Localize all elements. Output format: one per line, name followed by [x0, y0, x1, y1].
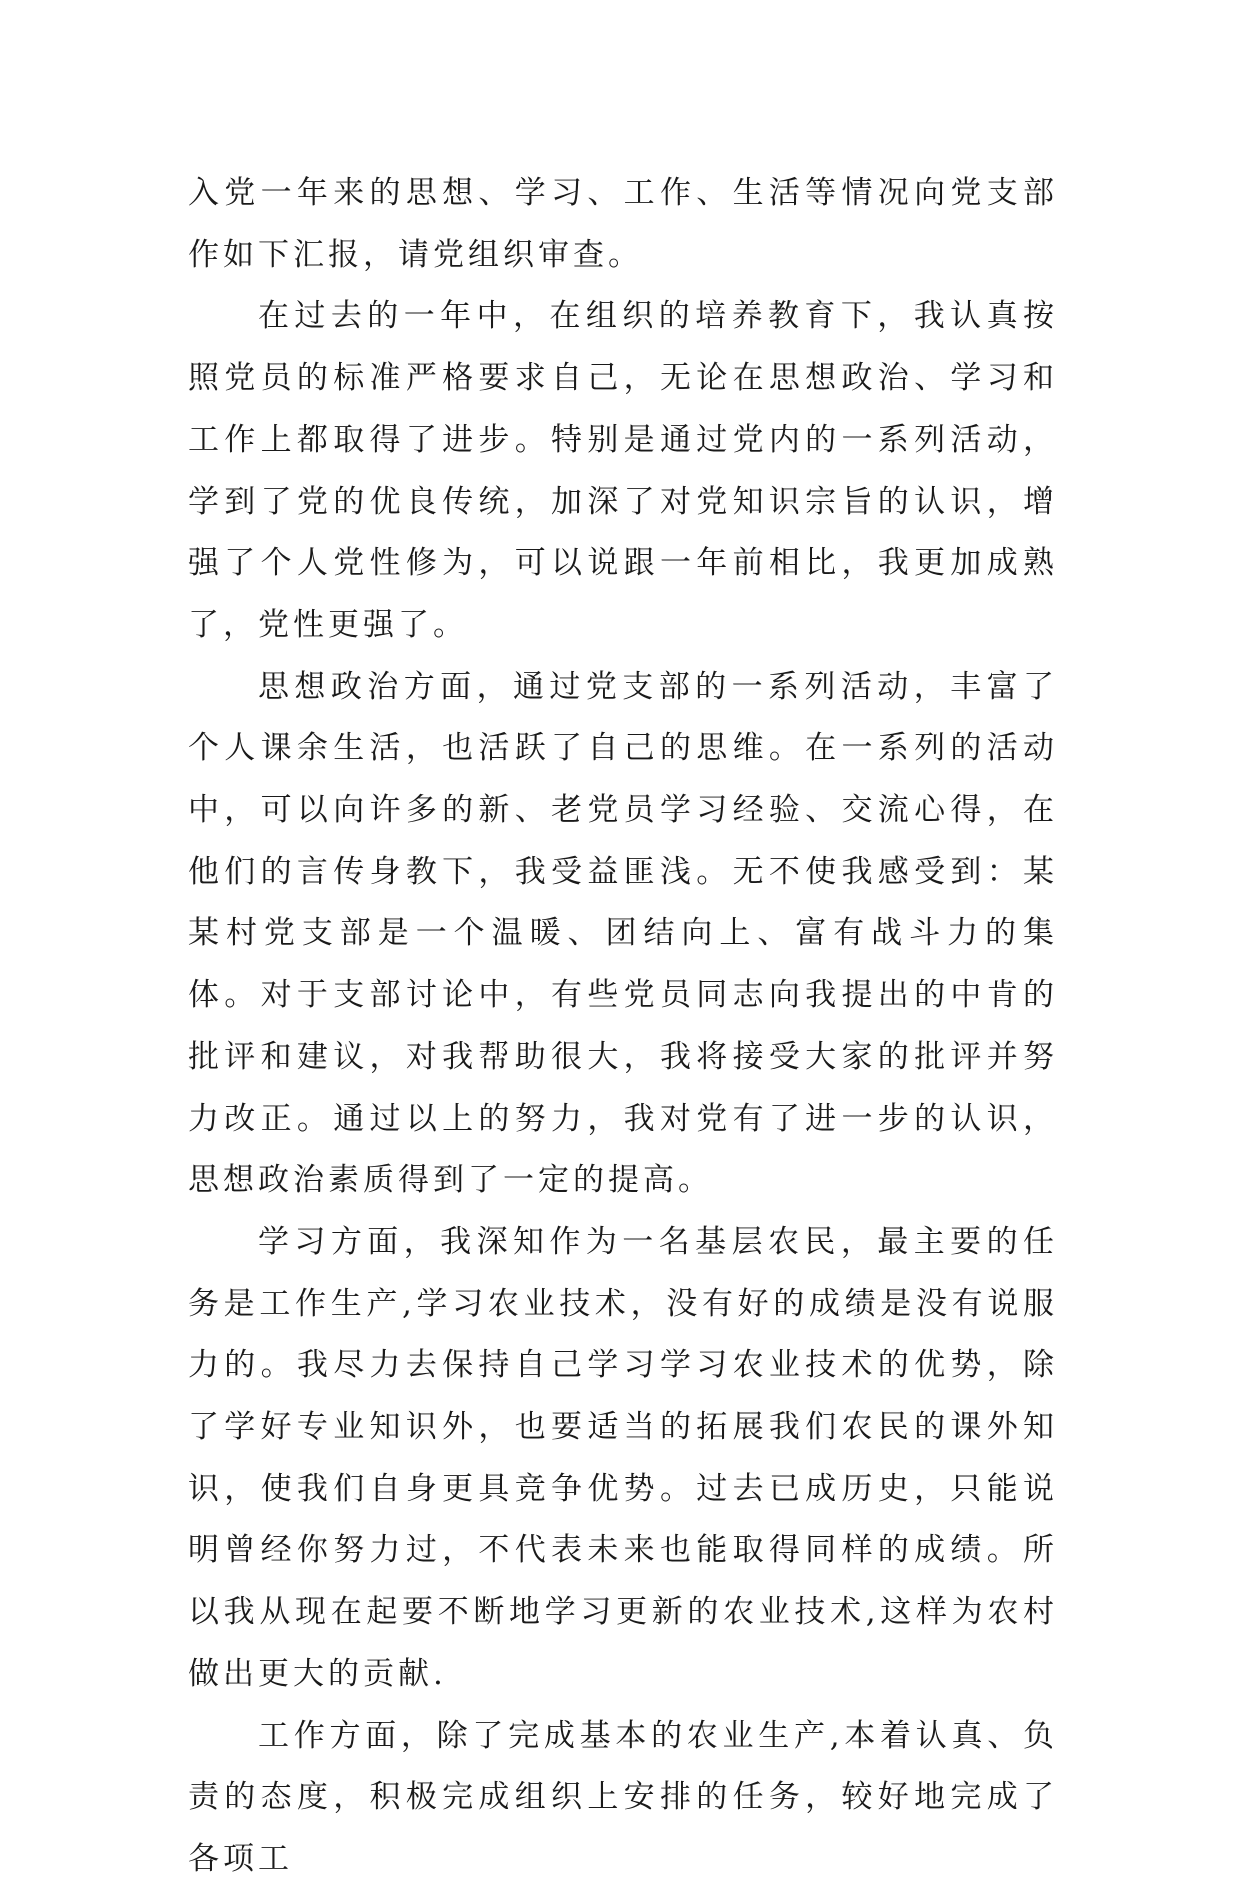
paragraph-ideology-politics: 思想政治方面，通过党支部的一系列活动，丰富了个人课余生活，也活跃了自己的思维。在一系列的活动中，可以向许多的新、老党员学习经验、交流心得，在他们的言传身教下，我受益匪浅。无不使我感受到：某某村党支部是一个温暖、团结向上、富有战斗力的集体。对于支部讨论中，有些党员同志向我提出的中肯的批评和建议，对我帮助很大，我将接受大家的批评并努力改正。通过以上的努力，我对党有了进一步的认识，思想政治素质得到了一定的提高。 — [188, 668, 1058, 1199]
paragraph-opening-continuation: 入党一年来的思想、学习、工作、生活等情况向党支部作如下汇报，请党组织审查。 — [188, 175, 1058, 273]
paragraph-past-year-summary: 在过去的一年中，在组织的培养教育下，我认真按照党员的标准严格要求自己，无论在思想政治、学习和工作上都取得了进步。特别是通过党内的一系列活动，学到了党的优良传统，加深了对党知识宗旨的认识，增强了个人党性修为，可以说跟一年前相比，我更加成熟了，党性更强了。 — [188, 298, 1058, 643]
paragraph-work: 工作方面，除了完成基本的农业生产,本着认真、负责的态度，积极完成组织上安排的任务，较好地完成了各项工 — [188, 1717, 1058, 1877]
document-body — [188, 163, 1058, 1891]
paragraph-study: 学习方面，我深知作为一名基层农民，最主要的任务是工作生产,学习农业技术，没有好的成绩是没有说服力的。我尽力去保持自己学习学习农业技术的优势，除了学好专业知识外，也要适当的拓展我们农民的课外知识，使我们自身更具竞争优势。过去已成历史，只能说明曾经你努力过，不代表未来也能取得同样的成绩。所以我从现在起要不断地学习更新的农业技术,这样为农村做出更大的贡献. — [188, 1223, 1058, 1692]
